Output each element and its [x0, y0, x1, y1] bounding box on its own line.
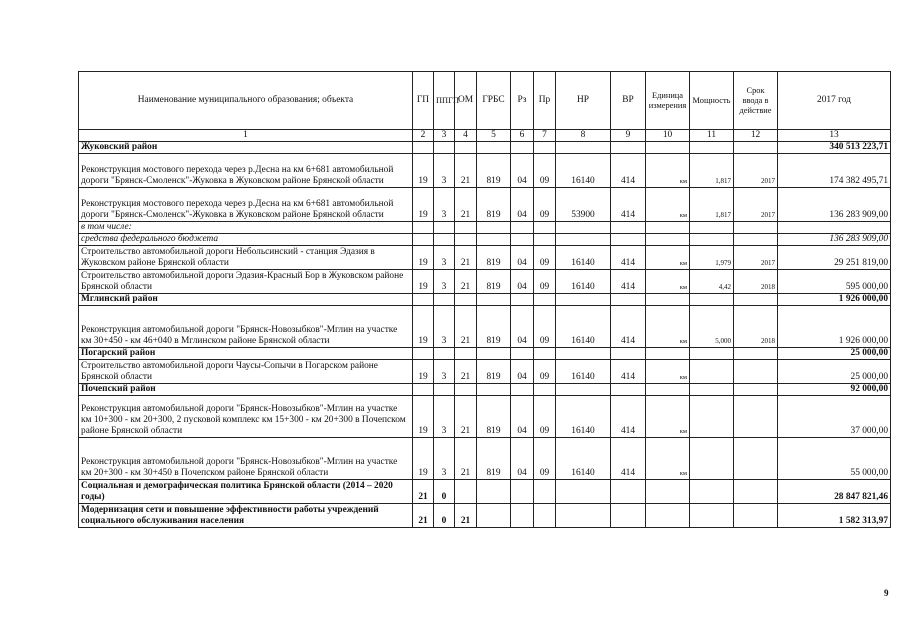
row-cell — [455, 480, 477, 504]
row-cell: 09 — [534, 360, 556, 384]
row-cell: 21 — [455, 438, 477, 480]
row-name: в том числе: — [79, 222, 413, 234]
row-cell: 19 — [413, 188, 434, 222]
row-cell — [611, 142, 646, 154]
row-amount: 55 000,00 — [778, 438, 891, 480]
row-cell: 21 — [413, 504, 434, 528]
row-cell — [534, 142, 556, 154]
header-pr: Пр — [534, 72, 556, 130]
row-amount: 136 283 909,00 — [778, 234, 891, 246]
row-cell — [477, 142, 511, 154]
row-cell: 19 — [413, 438, 434, 480]
row-cell: 16140 — [556, 360, 611, 384]
row-cell — [734, 360, 778, 384]
row-cell: 2017 — [734, 246, 778, 270]
row-cell: 3 — [434, 246, 455, 270]
row-cell: 819 — [477, 306, 511, 348]
row-cell: 0 — [434, 504, 455, 528]
table-row — [79, 188, 891, 222]
col-number: 2 — [413, 130, 434, 142]
row-cell — [455, 142, 477, 154]
row-cell — [690, 348, 734, 360]
row-cell — [413, 222, 434, 234]
row-cell: 19 — [413, 360, 434, 384]
row-amount: 1 582 313,97 — [778, 504, 891, 528]
row-cell: 414 — [611, 154, 646, 188]
district-row — [79, 294, 891, 306]
district-row — [79, 142, 891, 154]
row-cell: 21 — [455, 188, 477, 222]
row-cell — [734, 348, 778, 360]
table-row — [79, 234, 891, 246]
row-cell — [611, 234, 646, 246]
row-cell: 819 — [477, 438, 511, 480]
row-cell: 16140 — [556, 396, 611, 438]
row-cell — [690, 504, 734, 528]
row-cell — [611, 480, 646, 504]
row-cell: 2018 — [734, 270, 778, 294]
row-amount: 1 926 000,00 — [778, 294, 891, 306]
row-cell: 21 — [455, 306, 477, 348]
row-cell: 04 — [511, 246, 534, 270]
row-cell — [646, 234, 690, 246]
row-cell — [734, 396, 778, 438]
table-row — [79, 504, 891, 528]
row-cell: 04 — [511, 154, 534, 188]
row-cell — [455, 234, 477, 246]
table-row — [79, 270, 891, 294]
col-number: 6 — [511, 130, 534, 142]
row-cell: 19 — [413, 306, 434, 348]
col-number: 7 — [534, 130, 556, 142]
row-cell — [477, 480, 511, 504]
col-number: 1 — [79, 130, 413, 142]
row-cell: 3 — [434, 360, 455, 384]
col-number: 12 — [734, 130, 778, 142]
row-cell — [534, 294, 556, 306]
row-cell: 21 — [455, 154, 477, 188]
row-cell — [434, 142, 455, 154]
row-cell — [477, 222, 511, 234]
row-cell: км — [646, 360, 690, 384]
header-nr: НР — [556, 72, 611, 130]
row-cell: 21 — [413, 480, 434, 504]
row-cell — [413, 384, 434, 396]
row-cell — [534, 504, 556, 528]
row-cell — [646, 480, 690, 504]
header-year: 2017 год — [778, 72, 891, 130]
table-row — [79, 396, 891, 438]
row-cell: 09 — [534, 188, 556, 222]
table-row — [79, 306, 891, 348]
row-cell — [690, 438, 734, 480]
row-name: Реконструкция автомобильной дороги "Брянск-Новозыбков"-Мглин на участке км 10+300 - км 20+300, 2 пусковой комплекс км 15+300 - км 20+300 в Почепском районе Брянской области — [79, 396, 413, 438]
row-cell — [734, 480, 778, 504]
row-cell — [477, 504, 511, 528]
row-cell: 1,817 — [690, 154, 734, 188]
row-cell: 04 — [511, 396, 534, 438]
row-cell: 1,817 — [690, 188, 734, 222]
header-unit: Единица измерения — [646, 72, 690, 130]
row-amount: 28 847 821,46 — [778, 480, 891, 504]
row-name: средства федерального бюджета — [79, 234, 413, 246]
header-rz: Рз — [511, 72, 534, 130]
row-cell: 09 — [534, 154, 556, 188]
row-cell: 09 — [534, 270, 556, 294]
row-cell — [434, 348, 455, 360]
row-cell: 16140 — [556, 270, 611, 294]
row-cell: 04 — [511, 270, 534, 294]
row-cell: 819 — [477, 188, 511, 222]
row-cell — [611, 222, 646, 234]
row-cell — [611, 348, 646, 360]
row-cell: 16140 — [556, 306, 611, 348]
row-amount: 92 000,00 — [778, 384, 891, 396]
row-cell — [734, 234, 778, 246]
row-cell: 3 — [434, 270, 455, 294]
column-number-row — [79, 130, 891, 142]
row-cell: 1,979 — [690, 246, 734, 270]
row-name: Мглинский район — [79, 294, 413, 306]
row-cell — [511, 384, 534, 396]
row-cell: 414 — [611, 360, 646, 384]
row-cell: 09 — [534, 306, 556, 348]
col-number: 3 — [434, 130, 455, 142]
row-cell: 2018 — [734, 306, 778, 348]
header-ppgp: ППГП — [434, 72, 455, 130]
row-cell: км — [646, 270, 690, 294]
row-cell: км — [646, 396, 690, 438]
row-cell: 819 — [477, 396, 511, 438]
row-amount: 595 000,00 — [778, 270, 891, 294]
header-term: Срок ввода в действие — [734, 72, 778, 130]
row-amount: 174 382 495,71 — [778, 154, 891, 188]
row-cell — [477, 234, 511, 246]
row-cell: 21 — [455, 396, 477, 438]
row-name: Социальная и демографическая политика Брянской области (2014 – 2020 годы) — [79, 480, 413, 504]
row-cell: 09 — [534, 396, 556, 438]
budget-table — [78, 71, 891, 528]
header-vr: ВР — [611, 72, 646, 130]
table-row — [79, 222, 891, 234]
header-power: Мощность — [690, 72, 734, 130]
row-cell — [734, 222, 778, 234]
row-cell: 21 — [455, 360, 477, 384]
row-amount — [778, 222, 891, 234]
row-cell — [434, 294, 455, 306]
row-cell: 16140 — [556, 246, 611, 270]
row-name: Реконструкция автомобильной дороги "Брянск-Новозыбков"-Мглин на участке км 20+300 - км 30+450 в Почепском районе Брянской области — [79, 438, 413, 480]
row-cell — [690, 234, 734, 246]
row-name: Реконструкция мостового перехода через р.Десна на км 6+681 автомобильной дороги "Брянск-Смоленск"-Жуковка в Жуковском районе Брянской области — [79, 154, 413, 188]
table-row — [79, 154, 891, 188]
row-cell: 3 — [434, 154, 455, 188]
row-cell — [413, 142, 434, 154]
row-cell — [413, 234, 434, 246]
row-cell — [434, 222, 455, 234]
row-cell: 53900 — [556, 188, 611, 222]
row-name: Погарский район — [79, 348, 413, 360]
row-cell — [511, 504, 534, 528]
row-cell: 414 — [611, 270, 646, 294]
row-cell: 414 — [611, 306, 646, 348]
row-cell: 04 — [511, 306, 534, 348]
header-name: Наименование муниципального образования; объекта — [79, 72, 413, 130]
row-cell — [690, 396, 734, 438]
row-cell — [611, 294, 646, 306]
row-cell: 5,000 — [690, 306, 734, 348]
row-cell: 19 — [413, 270, 434, 294]
row-cell — [734, 142, 778, 154]
row-cell — [734, 294, 778, 306]
row-cell — [511, 234, 534, 246]
row-amount: 136 283 909,00 — [778, 188, 891, 222]
row-cell — [556, 234, 611, 246]
row-cell — [434, 234, 455, 246]
row-cell: 819 — [477, 246, 511, 270]
row-cell: 21 — [455, 246, 477, 270]
row-cell — [413, 294, 434, 306]
row-cell — [556, 348, 611, 360]
row-cell — [534, 480, 556, 504]
header-om: ОМ — [455, 72, 477, 130]
row-cell: 09 — [534, 246, 556, 270]
row-cell — [556, 384, 611, 396]
table-row — [79, 480, 891, 504]
row-cell — [646, 222, 690, 234]
col-number: 10 — [646, 130, 690, 142]
row-cell: 21 — [455, 270, 477, 294]
row-name: Строительство автомобильной дороги Небольсинский - станция Эдазия в Жуковском районе Брянской области — [79, 246, 413, 270]
col-number: 8 — [556, 130, 611, 142]
row-cell: км — [646, 154, 690, 188]
row-name: Модернизация сети и повышение эффективности работы учреждений социального обслуживания населения — [79, 504, 413, 528]
row-cell — [556, 480, 611, 504]
row-cell — [511, 294, 534, 306]
row-cell — [646, 384, 690, 396]
col-number: 5 — [477, 130, 511, 142]
row-cell — [611, 384, 646, 396]
row-cell — [556, 294, 611, 306]
row-cell: 819 — [477, 270, 511, 294]
row-cell: 414 — [611, 246, 646, 270]
row-cell — [534, 384, 556, 396]
row-cell — [477, 294, 511, 306]
row-cell — [556, 504, 611, 528]
table-row — [79, 246, 891, 270]
row-cell — [511, 480, 534, 504]
row-cell: км — [646, 438, 690, 480]
row-name: Реконструкция автомобильной дороги "Брянск-Новозыбков"-Мглин на участке км 30+450 - км 46+040 в Мглинском районе Брянской области — [79, 306, 413, 348]
header-gp: ГП — [413, 72, 434, 130]
row-amount: 340 513 223,71 — [778, 142, 891, 154]
row-cell — [511, 142, 534, 154]
row-cell: 3 — [434, 396, 455, 438]
row-amount: 37 000,00 — [778, 396, 891, 438]
row-amount: 29 251 819,00 — [778, 246, 891, 270]
header-grbs: ГРБС — [477, 72, 511, 130]
row-cell — [690, 384, 734, 396]
row-cell: 3 — [434, 188, 455, 222]
row-cell — [690, 294, 734, 306]
row-cell — [511, 348, 534, 360]
row-cell: 0 — [434, 480, 455, 504]
row-cell: 2017 — [734, 154, 778, 188]
page-number: 9 — [884, 588, 889, 598]
row-cell: 2017 — [734, 188, 778, 222]
col-number: 11 — [690, 130, 734, 142]
row-cell — [690, 360, 734, 384]
row-cell: 04 — [511, 438, 534, 480]
row-cell — [646, 504, 690, 528]
row-amount: 1 926 000,00 — [778, 306, 891, 348]
row-cell: 3 — [434, 306, 455, 348]
table-row — [79, 438, 891, 480]
row-cell: 16140 — [556, 154, 611, 188]
row-cell — [477, 348, 511, 360]
col-number: 13 — [778, 130, 891, 142]
row-cell: 16140 — [556, 438, 611, 480]
row-cell — [534, 348, 556, 360]
row-name: Реконструкция мостового перехода через р.Десна на км 6+681 автомобильной дороги "Брянск-Смоленск"-Жуковка в Жуковском районе Брянской области — [79, 188, 413, 222]
row-cell — [646, 348, 690, 360]
row-cell — [534, 222, 556, 234]
row-amount: 25 000,00 — [778, 348, 891, 360]
row-cell — [734, 384, 778, 396]
row-cell — [556, 142, 611, 154]
row-name: Строительство автомобильной дороги Эдазия-Красный Бор в Жуковском районе Брянской области — [79, 270, 413, 294]
table-row — [79, 360, 891, 384]
row-cell: 09 — [534, 438, 556, 480]
col-number: 9 — [611, 130, 646, 142]
row-amount: 25 000,00 — [778, 360, 891, 384]
header-row — [79, 72, 891, 130]
row-cell: 21 — [455, 504, 477, 528]
row-cell: 819 — [477, 360, 511, 384]
row-cell: км — [646, 188, 690, 222]
row-cell: 414 — [611, 396, 646, 438]
row-cell: 4,42 — [690, 270, 734, 294]
row-cell: 414 — [611, 438, 646, 480]
row-cell — [646, 294, 690, 306]
row-cell — [455, 348, 477, 360]
row-cell — [690, 222, 734, 234]
col-number: 4 — [455, 130, 477, 142]
row-cell — [690, 480, 734, 504]
row-cell — [455, 384, 477, 396]
row-cell: 3 — [434, 438, 455, 480]
row-cell — [734, 504, 778, 528]
row-cell — [734, 438, 778, 480]
row-cell: 19 — [413, 396, 434, 438]
row-name: Жуковский район — [79, 142, 413, 154]
row-cell — [611, 504, 646, 528]
row-cell: 819 — [477, 154, 511, 188]
row-cell: 04 — [511, 188, 534, 222]
row-name: Строительство автомобильной дороги Чаусы-Сопычи в Погарском районе Брянской области — [79, 360, 413, 384]
row-cell: 04 — [511, 360, 534, 384]
row-cell — [534, 234, 556, 246]
row-cell — [455, 222, 477, 234]
row-cell — [556, 222, 611, 234]
row-cell — [477, 384, 511, 396]
row-name: Почепский район — [79, 384, 413, 396]
row-cell — [511, 222, 534, 234]
row-cell — [646, 142, 690, 154]
district-row — [79, 384, 891, 396]
row-cell — [455, 294, 477, 306]
row-cell — [434, 384, 455, 396]
row-cell: км — [646, 246, 690, 270]
row-cell: 414 — [611, 188, 646, 222]
row-cell — [413, 348, 434, 360]
row-cell — [690, 142, 734, 154]
district-row — [79, 348, 891, 360]
row-cell: км — [646, 306, 690, 348]
row-cell: 19 — [413, 154, 434, 188]
row-cell: 19 — [413, 246, 434, 270]
